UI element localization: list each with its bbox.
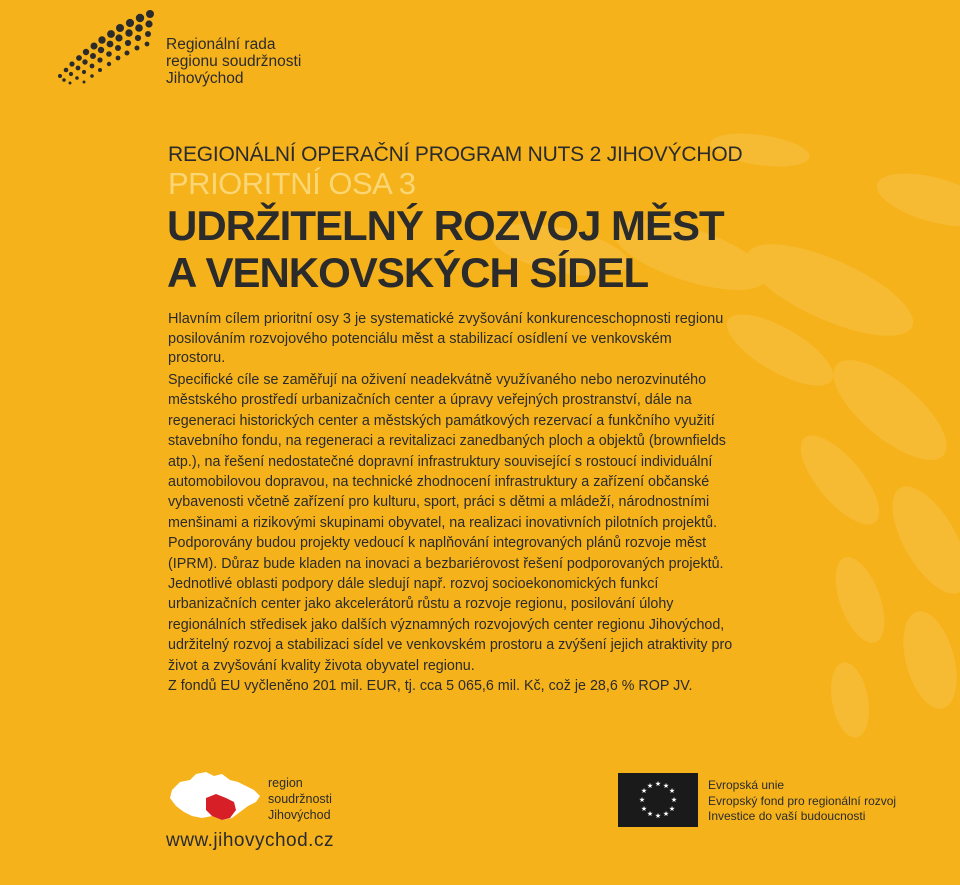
intro-text (168, 310, 728, 369)
region-label-line-2: soudržnosti (268, 792, 332, 806)
page-title-line-2: A VENKOVSKÝCH SÍDEL (167, 249, 649, 296)
svg-text:★: ★ (646, 782, 654, 790)
svg-text:★: ★ (662, 810, 670, 818)
svg-text:★: ★ (654, 780, 662, 788)
region-label-line-1: region (268, 776, 303, 790)
program-heading: REGIONÁLNÍ OPERAČNÍ PROGRAM NUTS 2 JIHOVÝCHOD (168, 143, 743, 166)
czech-republic-map-icon (166, 768, 262, 826)
body-text (168, 370, 748, 697)
eu-flag-icon (618, 773, 698, 827)
org-name-line-2: regionu soudržnosti (166, 53, 302, 70)
svg-text:★: ★ (668, 787, 676, 795)
dotted-wave-logo-icon (52, 6, 162, 86)
eu-text-line-1: Evropská unie (708, 778, 785, 792)
svg-text:★: ★ (640, 787, 648, 795)
svg-text:★: ★ (654, 812, 662, 820)
svg-text:★: ★ (638, 796, 646, 804)
org-name-line-3: Jihovýchod (166, 70, 244, 87)
svg-text:★: ★ (646, 810, 654, 818)
org-name-line-1: Regionální rada (166, 36, 276, 53)
eu-fund-text (708, 778, 896, 825)
svg-text:★: ★ (670, 796, 678, 804)
website-link[interactable]: www.jihovychod.cz (166, 830, 334, 851)
region-label-line-3: Jihovýchod (268, 808, 331, 822)
organization-name (166, 36, 301, 87)
body-paragraph-3: Jednotlivé oblasti podpory dále sledují např. rozvoj socioekonomických funkcí urbanizačních center jako akcelerátorů růstu a rozvoje regionu, posilování úlohy regionálních středisek jako dalších významných rozvojových center regionu Jihovýchod, udržitelný rozvoj a stabilizaci sídel ve venkovském prostoru a zvýšení jejich atraktivity pro život a zvyšování kvality života obyvatel regionu. (168, 576, 733, 674)
intro-paragraph: Hlavním cílem prioritní osy 3 je systematické zvyšování konkurenceschopnosti regionu posilováním rozvojového potenciálu měst a stabilizací osídlení ve venkovském prostoru. (168, 311, 724, 366)
page-title (167, 202, 724, 296)
svg-text:★: ★ (662, 782, 670, 790)
body-paragraph-4: Z fondů EU vyčleněno 201 mil. EUR, tj. cca 5 065,6 mil. Kč, což je 28,6 % ROP JV. (168, 678, 693, 695)
svg-text:★: ★ (668, 805, 676, 813)
page-title-line-1: UDRŽITELNÝ ROZVOJ MĚST (167, 202, 724, 249)
body-paragraph-1: Specifické cíle se zaměřují na oživení neadekvátně využívaného nebo nerozvinutého městského prostředí urbanizačních center a úpravy veřejných prostranství, dále na regeneraci historických center a městských památkových rezervací a funkčního využití stavebního fondu, na regeneraci a revitalizaci zanedbaných ploch a objektů (brownfields atp.), na řešení nedostatečné dopravní infrastruktury související s rostoucí individuální automobilovou dopravou, na technické zhodnocení infrastruktury a zařízení občanské vybavenosti včetně zařízení pro kulturu, sport, práci s dětmi a mládeží, národnostními menšinami a rizikovými skupinami obyvatel, na realizaci inovativních pilotních projektů. (168, 372, 726, 531)
priority-axis-heading: PRIORITNÍ OSA 3 (168, 166, 416, 201)
svg-text:★: ★ (640, 805, 648, 813)
region-label (268, 775, 332, 823)
eu-text-line-3: Investice do vaší budoucnosti (708, 809, 866, 823)
eu-text-line-2: Evropský fond pro regionální rozvoj (708, 793, 897, 808)
body-paragraph-2: Podporovány budou projekty vedoucí k naplňování integrovaných plánů rozvoje měst (IPRM). Důraz bude kladen na inovaci a bezbariérovost řešení podporovaných projektů. (168, 535, 724, 572)
